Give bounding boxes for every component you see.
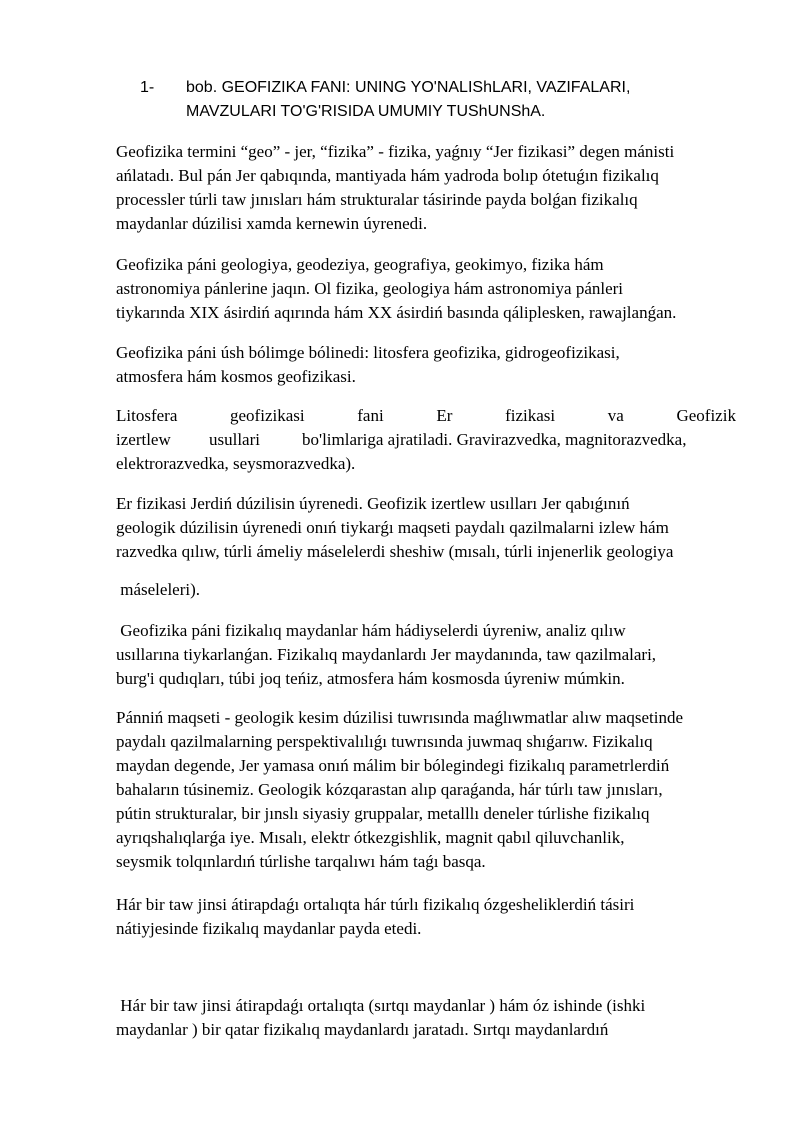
paragraph-line: nátiyjesinde fizikalıq maydanlar payda etedi.: [116, 919, 422, 938]
paragraph-line: Er fizikasi Jerdiń dúzilisin úyrenedi. Geofizik izertlew usılları Jer qabıǵınıń: [116, 494, 630, 513]
paragraph-three-parts: [116, 341, 746, 389]
word: bo'limlariga ajratiladi. Gravirazvedka, magnitorazvedka,: [302, 430, 687, 449]
paragraph-line: Geofizika páni fizikalıq maydanlar hám hádiyselerdi úyreniw, analiz qılıw: [116, 621, 626, 640]
chapter-title-line: MAVZULARI TO'G'RISIDA UMUMIY TUShUNShA.: [186, 103, 546, 120]
paragraph-line: bahaların túsinemiz. Geologik kózqarastan alıp qaraǵanda, hár túrlı taw jınısları,: [116, 780, 663, 799]
paragraph-line: Hár bir taw jinsi átirapdaǵı ortalıqta (sırtqı maydanlar ) hám óz ishinde (ishki: [116, 996, 646, 1015]
chapter-number: 1-: [140, 79, 155, 96]
word: fani: [357, 406, 384, 425]
word: Er: [436, 406, 453, 425]
paragraph-line: tiykarında XIX ásirdiń aqırında hám XX ásirdiń basında qáliplesken, rawajlanǵan.: [116, 303, 677, 322]
paragraph-line: razvedka qılıw, túrli ámeliy máselelerdi sheshiw (mısalı, túrli injenerlik geologiya: [116, 542, 674, 561]
paragraph-line: ańlatadı. Bul pán Jer qabıqında, mantiyada hám yadroda bolıp ótetuǵın fizikalıq: [116, 166, 659, 185]
word: geofizikasi: [230, 406, 305, 425]
paragraph-fizikaliq-maydanlar: [116, 619, 746, 691]
paragraph-geofizika-termini: [116, 140, 746, 236]
paragraph-line: paydalı qazilmalarning perspektivalılıǵı tuwrısında juwmaq shıǵarıw. Fizikalıq: [116, 732, 653, 751]
paragraph-line: ayrıqshalıqlarǵa iye. Mısalı, elektr ótkezgishlik, magnit qabıl qiluvchanlik,: [116, 828, 625, 847]
paragraph-line: seysmik tolqınlardıń túrlishe tarqalıwı hám taǵı basqa.: [116, 852, 486, 871]
word: Geofizik: [676, 406, 736, 425]
paragraph-pannin-maqseti: [116, 706, 746, 874]
paragraph-line: máseleleri).: [116, 580, 201, 599]
paragraph-er-fizikasi: [116, 492, 746, 564]
paragraph-line: Hár bir taw jinsi átirapdaǵı ortalıqta hár túrlı fizikalıq ózgesheliklerdiń tásiri: [116, 895, 635, 914]
paragraph-line: atmosfera hám kosmos geofizikasi.: [116, 367, 356, 386]
word: fizikasi: [505, 406, 556, 425]
paragraph-line: Geofizika páni úsh bólimge bólinedi: litosfera geofizika, gidrogeofizikasi,: [116, 343, 620, 362]
paragraph-maseleleri: [116, 578, 746, 602]
paragraph-line: burg'i qudıqları, túbi joq teńiz, atmosfera hám kosmosda úyreniw múmkin.: [116, 669, 625, 688]
paragraph-line: processler túrli taw jınısları hám strukturalar tásirinde payda bolǵan fizikalıq: [116, 190, 638, 209]
paragraph-line: elektrorazvedka, seysmorazvedka).: [116, 454, 356, 473]
word: va: [607, 406, 624, 425]
paragraph-litosfera: [116, 404, 746, 476]
paragraph-har-bir-taw-jinsi: [116, 893, 746, 941]
justified-line: [116, 428, 746, 452]
chapter-title-line: bob. GEOFIZIKA FANI: UNING YO'NALIShLARI, VAZIFALARI,: [186, 79, 631, 96]
paragraph-line: usıllarına tiykarlanǵan. Fizikalıq maydanlardı Jer maydanında, taw qazilmalari,: [116, 645, 657, 664]
paragraph-line: Geofizika termini “geo” - jer, “fizika” - fizika, yaǵnıy “Jer fizikasi” degen mánisti: [116, 142, 675, 161]
paragraph-line: pútin strukturalar, bir jınslı siyasiy gruppalar, metalllı deneler túrlishe fizikalıq: [116, 804, 650, 823]
justified-line: [116, 404, 736, 428]
paragraph-line: Pánniń maqseti - geologik kesim dúzilisi tuwrısında maǵlıwmatlar alıw maqsetinde: [116, 708, 684, 727]
paragraph-line: astronomiya pánlerine jaqın. Ol fizika, geologiya hám astronomiya pánleri: [116, 279, 624, 298]
word: Litosfera: [116, 406, 178, 425]
paragraph-line: geologik dúzilisin úyrenedi onıń tiykarǵı maqseti paydalı qazilmalarni izlew hám: [116, 518, 669, 537]
paragraph-line: maydan degende, Jer yamasa onıń málim bir bólegindegi fizikalıq parametrlerdiń: [116, 756, 670, 775]
word: usullari: [209, 430, 260, 449]
word: izertlew: [116, 430, 171, 449]
paragraph-sirtqi-maydanlar: [116, 994, 746, 1042]
paragraph-related-sciences: [116, 253, 746, 325]
chapter-title: [186, 76, 746, 124]
paragraph-line: maydanlar dúzilisi xamda kernewin úyrenedi.: [116, 214, 428, 233]
paragraph-line: Geofizika páni geologiya, geodeziya, geografiya, geokimyo, fizika hám: [116, 255, 604, 274]
paragraph-line: maydanlar ) bir qatar fizikalıq maydanlardı jaratadı. Sırtqı maydanlardıń: [116, 1020, 609, 1039]
